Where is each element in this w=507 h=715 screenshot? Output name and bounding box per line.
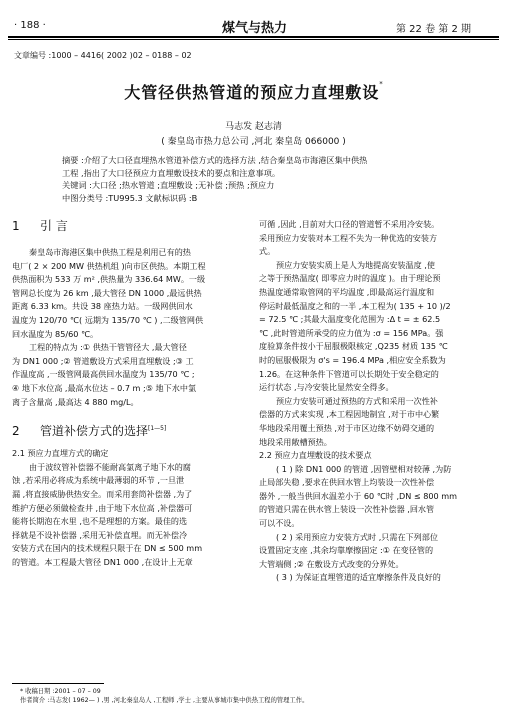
- body-line: 管网总长度为 26 km ,最大管径 DN 1000 ,最远供热: [12, 287, 202, 298]
- body-line: 预应力安装实质上是人为地提高安装温度 ,使: [276, 259, 435, 270]
- subsection-2-2-heading: 2.2 预应力直埋敷设的技术要点: [259, 450, 372, 461]
- body-line: 蚀 ,若采用必将成为系统中最薄弱的环节 ,一旦泄: [12, 475, 185, 486]
- subsection-2-1-heading: 2.1 预应力直埋方式的确定: [12, 448, 109, 459]
- footnote-received: * 收稿日期 :2001 – 07 – 09: [20, 688, 101, 695]
- body-line: 电厂( 2 × 200 MW 供热机组 )向市区供热。本期工程: [12, 260, 206, 271]
- body-line: 华地段采用覆土预热 ,对于市区边缘不妨碍交通的: [259, 422, 435, 433]
- title-footnote-mark: *: [379, 80, 383, 88]
- body-line: 止局部失稳 ,要求在供回水管上均装设一次性补偿: [259, 477, 435, 488]
- section-2-reference: [1—5]: [148, 425, 167, 433]
- body-line: 度验算条件按小于屈服极限核定 ,Q235 材质 135 ℃: [259, 341, 448, 352]
- header-rule-thin: [8, 39, 499, 40]
- body-line: 可循 ,因此 ,目前对大口径的管道暂不采用冷安装。: [259, 219, 440, 229]
- section-2-title: 管道补偿方式的选择: [40, 424, 149, 439]
- body-line: 器外 ,一般当供回水温差小于 60 ℃时 ,DN ≤ 800 mm: [259, 490, 458, 501]
- body-line: 安装方式在国内的技术规程只限于在 DN ≤ 500 mm: [12, 543, 203, 554]
- footnote-author-bio: 作者简介 :马志发( 1962— ) ,男 ,河北秦皇岛人 ,工程师 ,学士 ,主要从事城市集中供热工程的管理工作。: [20, 697, 309, 704]
- page-number: · 188 ·: [14, 20, 46, 31]
- body-line: ( 2 ) 采用预应力安装方式时 ,只需在下列部位: [276, 531, 438, 542]
- classification-line: 中图分类号 :TU995.3 文献标识码 :B: [62, 192, 198, 203]
- affiliation: ( 秦皇岛市热力总公司 ,河北 秦皇岛 066000 ): [161, 137, 346, 147]
- body-line: 偿器的方式来实现 ,本工程因地制宜 ,对于市中心繁: [259, 409, 440, 420]
- footnote-rule: [12, 683, 104, 684]
- keywords-line: 关键词 :大口径 ;热水管道 ;直埋敷设 ;无补偿 ;预热 ;预应力: [62, 180, 275, 190]
- body-line: 距离 6.33 km。共设 38 座热力站。一级网供回水: [12, 301, 193, 312]
- article-title: 大管径供热管道的预应力直埋敷设: [124, 83, 380, 102]
- footnote-block: [12, 687, 308, 705]
- body-line: ④ 地下水位高 ,最高水位达 – 0.7 m ;⑤ 地下水中氯: [12, 382, 197, 393]
- article-number: 文章编号 :1000 – 4416( 2002 )02 – 0188 – 02: [14, 51, 192, 60]
- body-line: 时的屈服极限为 σ's = 196.4 MPa ,相应安全系数为: [259, 354, 446, 365]
- abstract-line: 工程 ,指出了大口径预应力直埋敷设技术的要点和注意事项。: [62, 167, 281, 178]
- header-rule-thick: [8, 36, 499, 38]
- title-block: [0, 80, 507, 103]
- body-line: 热温度通常取管网的平均温度 ,即最高运行温度和: [259, 286, 435, 297]
- body-line: 温度为 120/70 ℃( 远期为 135/70 ℃ ) ,二级管网供: [12, 314, 204, 325]
- section-1-title: 引 言: [40, 219, 68, 233]
- body-line: 之等于预热温度( 即零应力时的温度 )。由于理论预: [259, 273, 441, 284]
- body-line: 设置固定支座 ,其余均靠摩擦固定 :① 在变径管的: [259, 545, 434, 556]
- body-line: 作温度高 ,一级管网最高供回水温度为 135/70 ℃ ;: [12, 369, 195, 380]
- body-line: 大管端侧 ;② 在敷设方式改变的分界处。: [259, 558, 404, 569]
- body-line: 可以不设。: [259, 518, 300, 529]
- section-2-heading: [12, 421, 248, 439]
- section-2-number: 2: [12, 424, 20, 439]
- body-line: 能将长期泡在水里 ,也不是理想的方案。最佳的选: [12, 516, 188, 527]
- body-line: 停运时最低温度之和的一半 ,本工程为( 135 + 10 )/2: [259, 300, 451, 311]
- body-line: 由于波纹管补偿器不能耐高氯离子地下水的腐: [29, 461, 191, 472]
- right-column-body-bottom: [259, 463, 497, 585]
- section-1-number: 1: [12, 219, 20, 233]
- body-line: ( 3 ) 为保证直埋管道的适宜摩擦条件及良好的: [276, 572, 441, 583]
- body-line: 漏 ,将直接威胁供热安全。而采用套筒补偿器 ,为了: [12, 488, 193, 499]
- journal-name: 煤气与热力: [222, 21, 288, 36]
- body-line: 的管道只需在供水管上装设一次性补偿器 ,回水管: [259, 504, 435, 515]
- body-line: 工程的特点为 :① 供热干管管径大 ,最大管径: [29, 342, 187, 353]
- left-column: [12, 218, 248, 569]
- subsection-2-1-body: [12, 461, 248, 570]
- body-line: 供热面积为 533 万 m² ,供热量为 336.64 MW。一级: [12, 274, 206, 285]
- right-column: [259, 218, 497, 585]
- body-line: 回水温度为 85/60 ℃。: [12, 328, 99, 339]
- body-line: 1.26。在这种条件下管道可以长期处于安全稳定的: [259, 368, 439, 379]
- section-1-heading: [12, 218, 248, 234]
- body-line: 离子含量高 ,最高达 4 880 mg/L。: [12, 396, 139, 407]
- body-line: = 72.5 ℃ ;其最大温度变化范围为 :Δ t = ± 62.5: [259, 314, 441, 325]
- body-line: 预应力安装可通过预热的方式和采用一次性补: [276, 395, 438, 406]
- body-line: 地段采用敞槽预热。: [259, 436, 332, 447]
- body-line: ℃ ,此时管道所承受的应力值为 :σ = 156 MPa。强: [259, 327, 444, 338]
- body-line: 维护方便必须做检查井 ,由于地下水位高 ,补偿器可: [12, 502, 193, 513]
- body-line: 采用预应力安装对本工程不失为一种优选的安装方: [259, 232, 438, 243]
- body-line: 的管道。本工程最大管径 DN1 000 ,在设计上无章: [12, 556, 193, 567]
- body-line: 为 DN1 000 ;② 管道敷设方式采用直埋敷设 ;③ 工: [12, 355, 194, 366]
- body-line: 秦皇岛市海港区集中供热工程是利用已有的热: [29, 247, 191, 257]
- body-line: 运行状态 ,与冷安装比显然安全得多。: [259, 382, 394, 393]
- issue-info: 第 22 卷 第 2 期: [396, 24, 471, 35]
- abstract-block: [62, 154, 367, 204]
- right-column-body-top: [259, 218, 497, 449]
- body-line: 择就是不设补偿器 ,采用无补偿直埋。而无补偿冷: [12, 529, 188, 540]
- abstract-line: 摘要 :介绍了大口径直埋热水管道补偿方式的选择方法 ,结合秦皇岛市海港区集中供热: [62, 155, 368, 165]
- body-line: ( 1 ) 除 DN1 000 的管道 ,因管壁相对较薄 ,为防: [276, 463, 452, 474]
- body-line: 式。: [259, 246, 276, 257]
- authors: 马志发 赵志清: [225, 122, 282, 132]
- section-1-body: [12, 246, 248, 409]
